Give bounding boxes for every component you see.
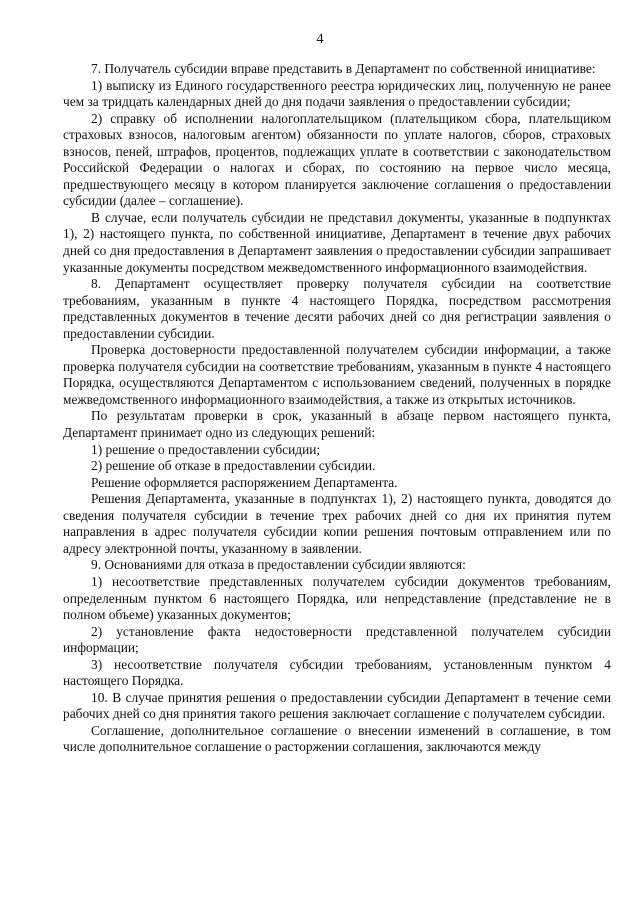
page-number: 4	[316, 31, 324, 47]
paragraph: 2) справку об исполнении налогоплательщиком (плательщиком сбора, плательщиком страховых взносов, налоговым агентом) обязанности по уплате налогов, сборов, страховых взносов, пеней, штрафов, процентов, подлежащих уплате в соответствии с законодательством Российской Федерации о налогах и сборах, по состоянию на первое число месяца, предшествующего месяцу в котором планируется заключение соглашения о предоставлении субсидии (далее – соглашение).	[63, 110, 611, 209]
paragraph: В случае, если получатель субсидии не представил документы, указанные в подпунктах 1), 2) настоящего пункта, по собственной инициативе, Департамент в течение двух рабочих дней со дня предоставления в Департамент заявления о предоставлении субсидии запрашивает указанные документы посредством межведомственного информационного взаимодействия.	[63, 209, 611, 275]
paragraph: По результатам проверки в срок, указанный в абзаце первом настоящего пункта, Департамент принимает одно из следующих решений:	[63, 408, 611, 441]
paragraph: 3) несоответствие получателя субсидии требованиям, установленным пунктом 4 настоящего Порядка.	[63, 656, 611, 689]
document-body	[63, 61, 611, 756]
paragraph: Проверка достоверности предоставленной получателем субсидии информации, а также проверка получателя субсидии на соответствие требованиям, указанным в пункте 4 настоящего Порядка, осуществляются Департаментом с использованием сведений, полученных в порядке межведомственного информационного взаимодействия, а также из открытых источников.	[63, 342, 611, 407]
paragraph: 8. Департамент осуществляет проверку получателя субсидии на соответствие требованиям, указанным в пункте 4 настоящего Порядка, посредством рассмотрения представленных документов в течение десяти рабочих дней со дня регистрации заявления о предоставлении субсидии.	[63, 276, 611, 341]
paragraph: 9. Основаниями для отказа в предоставлении субсидии являются:	[91, 557, 466, 573]
paragraph: Соглашение, дополнительное соглашение о внесении изменений в соглашение, в том числе дополнительное соглашение о расторжении соглашения, заключаются между	[63, 722, 611, 755]
paragraph: 2) установление факта недостоверности представленной получателем субсидии информации;	[63, 623, 611, 656]
paragraph: 2) решение об отказе в предоставлении субсидии.	[91, 458, 376, 474]
paragraph: Решение оформляется распоряжением Департамента.	[91, 474, 398, 490]
paragraph: 1) решение о предоставлении субсидии;	[91, 441, 321, 457]
paragraph: 1) выписку из Единого государственного реестра юридических лиц, полученную не ранее чем за тридцать календарных дней до дня подачи заявления о предоставлении субсидии;	[63, 77, 611, 110]
paragraph: 7. Получатель субсидии вправе представить в Департамент по собственной инициативе:	[91, 61, 596, 76]
paragraph: Решения Департамента, указанные в подпунктах 1), 2) настоящего пункта, доводятся до сведения получателя субсидии в течение трех рабочих дней со дня их принятия путем направления в адрес получателя субсидии копии решения почтовым отправлением или по адресу электронной почты, указанному в заявлении.	[63, 491, 611, 556]
paragraph: 10. В случае принятия решения о предоставлении субсидии Департамент в течение семи рабочих дней со дня принятия такого решения заключает соглашение с получателем субсидии.	[63, 689, 611, 722]
paragraph: 1) несоответствие представленных получателем субсидии документов требованиям, определенным пунктом 6 настоящего Порядка, или непредставление (представление не в полном объеме) указанных документов;	[63, 573, 611, 623]
